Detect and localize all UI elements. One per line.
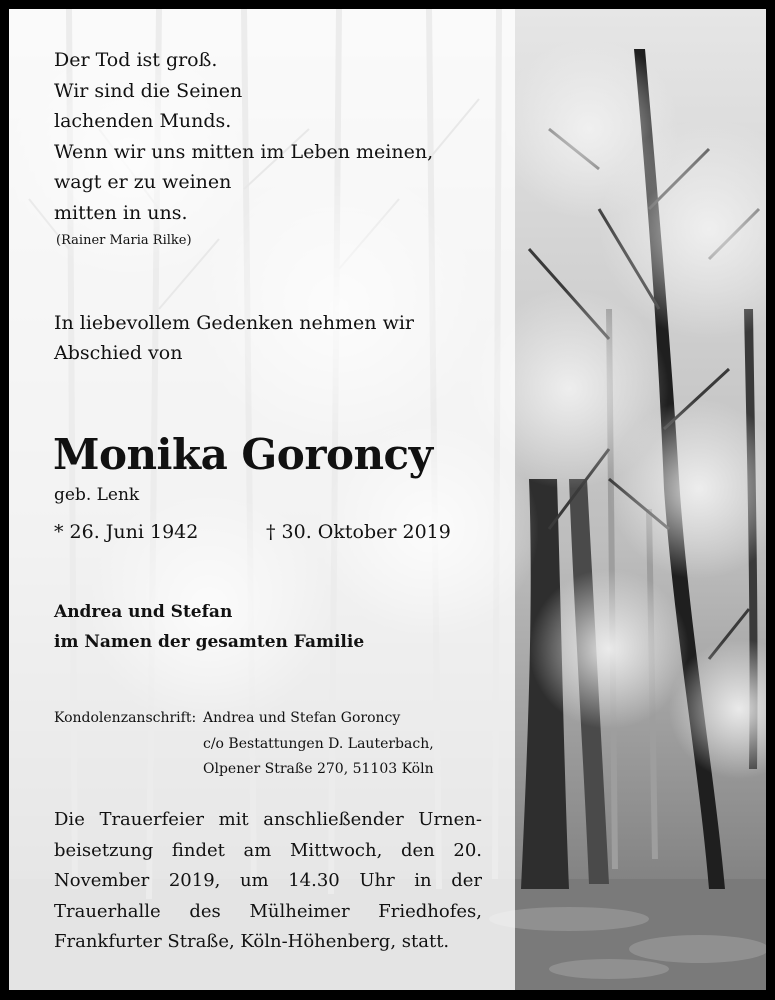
- poem-line: mitten in uns.: [54, 201, 188, 224]
- birth-date: * 26. Juni 1942: [54, 521, 199, 543]
- family-signature: [54, 597, 364, 657]
- intro-line: Abschied von: [54, 342, 183, 364]
- poem-line: Wir sind die Seinen: [54, 79, 243, 102]
- poem-line: lachenden Munds.: [54, 110, 232, 132]
- poem-line: Der Tod ist groß.: [54, 49, 218, 71]
- poem-line: Wenn wir uns mitten im Leben meinen,: [54, 140, 434, 163]
- poem-line: wagt er zu weinen: [54, 171, 232, 193]
- condolence-lines: [203, 706, 434, 783]
- condolence-label: Kondolenzanschrift:: [54, 710, 197, 726]
- family-line: im Namen der gesamten Familie: [54, 632, 365, 652]
- address-line: c/o Bestattungen D. Lauterbach,: [203, 735, 434, 752]
- intro-line: In liebevollem Gedenken nehmen wir: [54, 312, 414, 334]
- address-line: Andrea und Stefan Goroncy: [203, 710, 401, 726]
- address-line: Olpener Straße 270, 51103 Köln: [203, 761, 434, 777]
- poem-author: (Rainer Maria Rilke): [56, 233, 192, 248]
- deceased-name: Monika Goroncy: [53, 430, 433, 479]
- maiden-name: geb. Lenk: [54, 485, 140, 505]
- poem: [54, 45, 433, 254]
- obituary-card: [9, 9, 766, 990]
- intro: [54, 308, 414, 368]
- funeral-notice: Die Trauerfeier mit anschließender Urnenbeisetzung findet am Mittwoch, den 20. November 2019, um 14.30 Uhr in der Trauerhalle des Mülheimer Friedhofes, Frankfurter Straße, Köln-Höhenberg, statt.: [54, 809, 482, 952]
- death-date: † 30. Oktober 2019: [266, 521, 451, 543]
- family-line: Andrea und Stefan: [54, 602, 233, 622]
